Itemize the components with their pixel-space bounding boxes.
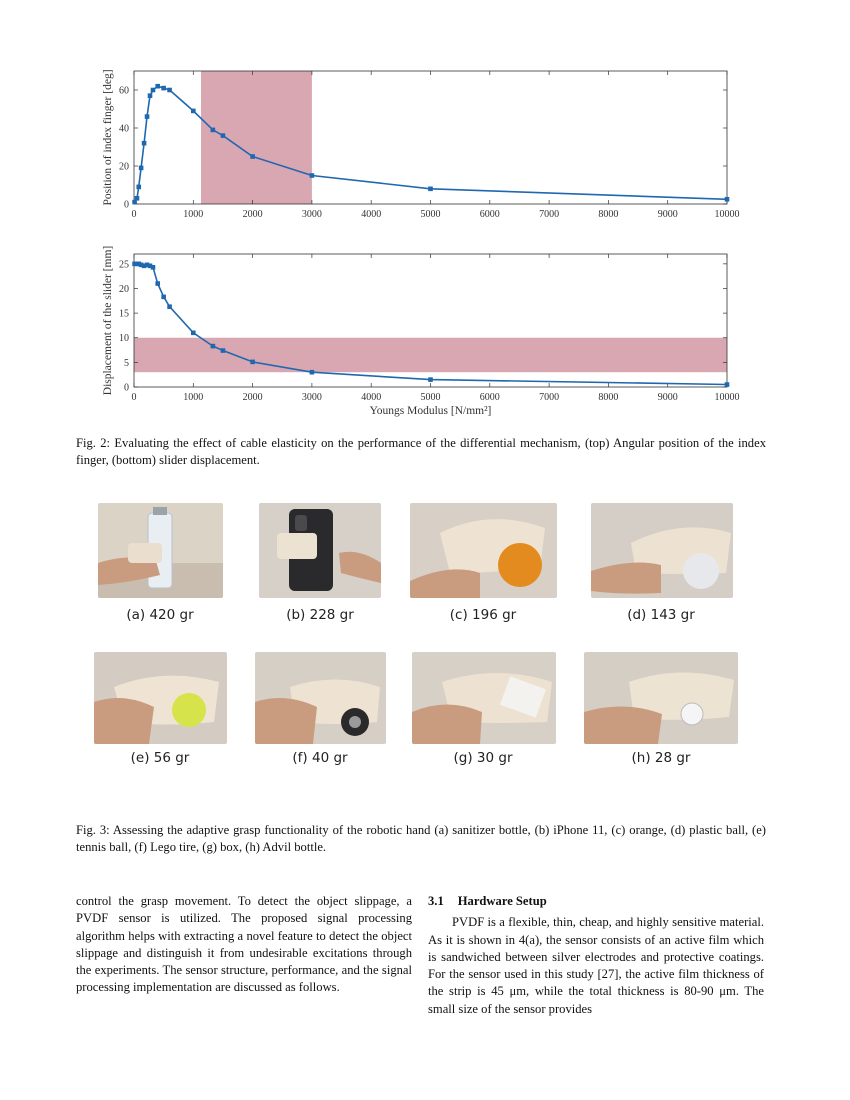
y-tick-label: 10 (119, 333, 129, 345)
y-tick-label: 15 (119, 308, 129, 320)
data-point (191, 109, 196, 114)
data-point (211, 128, 216, 133)
data-point (161, 295, 166, 300)
photo-label-b: (b) 228 gr (286, 607, 354, 623)
photo-box (412, 652, 556, 744)
y-axis-label: Position of index finger [deg] (102, 69, 114, 206)
photo-label-f: (f) 40 gr (292, 750, 348, 766)
data-point (145, 114, 150, 119)
data-point (151, 88, 156, 93)
y-tick-label: 40 (119, 123, 129, 135)
x-tick-label: 5000 (420, 209, 441, 220)
photo-iphone (259, 503, 381, 598)
data-point (250, 154, 255, 159)
data-point (135, 196, 140, 201)
data-point (428, 377, 433, 382)
data-point (211, 344, 216, 349)
x-axis-label: Youngs Modulus [N/mm²] (369, 405, 492, 417)
y-tick-label: 5 (124, 357, 129, 369)
right-column (428, 893, 764, 1018)
x-tick-label: 8000 (598, 392, 619, 403)
y-axis-label: Displacement of the slider [mm] (102, 245, 114, 396)
left-column-paragraph: control the grasp movement. To detect the object slippage, a PVDF sensor is utilized. The proposed signal processing algorithm helps with extracting a novel feature to detect the object slippage and distinguish it from undesirable excitations through the experiments. The sensor structure, performance, and the signal processing implementation are discussed as follows. (76, 894, 412, 995)
chart-index-finger-position (102, 69, 740, 220)
x-tick-label: 6000 (479, 209, 500, 220)
data-point (161, 86, 166, 91)
x-tick-label: 10000 (714, 209, 740, 220)
photo-advil-bottle (584, 652, 738, 744)
y-tick-label: 60 (119, 85, 129, 97)
data-point (310, 370, 315, 375)
photo-label-h: (h) 28 gr (631, 750, 691, 766)
y-tick-label: 20 (119, 161, 129, 173)
x-tick-label: 9000 (657, 209, 678, 220)
photo-label-a: (a) 420 gr (126, 607, 194, 623)
shaded-region (201, 71, 312, 204)
photo-tennis-ball (94, 652, 227, 744)
y-tick-label: 0 (124, 382, 129, 394)
x-tick-label: 4000 (361, 209, 382, 220)
photo-label-c: (c) 196 gr (449, 607, 517, 623)
photo-orange (410, 503, 557, 598)
x-tick-label: 7000 (539, 392, 560, 403)
x-tick-label: 4000 (361, 392, 382, 403)
photo-sanitizer-bottle (98, 503, 223, 598)
y-tick-label: 25 (119, 259, 129, 271)
data-point (221, 348, 226, 353)
data-point (221, 133, 226, 138)
data-point (148, 93, 153, 98)
data-point (250, 360, 255, 365)
photo-label-g: (g) 30 gr (453, 750, 513, 766)
fig2-caption: Fig. 2: Evaluating the effect of cable elasticity on the performance of the differential mechanism, (top) Angular position of the index finger, (bottom) slider displacement. (76, 436, 766, 467)
fig3-caption: Fig. 3: Assessing the adaptive grasp functionality of the robotic hand (a) sanitizer bottle, (b) iPhone 11, (c) orange, (d) plastic ball, (e) tennis ball, (f) Lego tire, (g) box, (h) Advil bottle. (76, 823, 766, 854)
x-tick-label: 6000 (479, 392, 500, 403)
data-point (136, 185, 141, 190)
section-heading (428, 893, 764, 910)
chart-slider-displacement (102, 246, 740, 417)
x-tick-label: 1000 (183, 392, 204, 403)
data-point (155, 84, 160, 89)
data-point (167, 88, 172, 93)
photo-label-e: (e) 56 gr (130, 750, 190, 766)
x-tick-label: 5000 (420, 392, 441, 403)
x-tick-label: 10000 (714, 392, 740, 403)
x-tick-label: 3000 (301, 209, 322, 220)
section-title: Hardware Setup (457, 894, 547, 908)
data-point (167, 304, 172, 309)
photo-plastic-ball (591, 503, 733, 598)
data-point (428, 187, 433, 192)
data-point (725, 382, 730, 387)
x-tick-label: 0 (131, 392, 137, 403)
left-column (76, 893, 412, 997)
section-number: 3.1 (428, 894, 444, 908)
shaded-region (134, 338, 727, 372)
data-point (139, 166, 144, 171)
photo-lego-tire (255, 652, 386, 744)
data-point (310, 173, 315, 178)
data-point (725, 197, 730, 202)
x-tick-label: 0 (131, 209, 137, 220)
x-tick-label: 2000 (242, 392, 263, 403)
data-point (142, 141, 147, 146)
x-tick-label: 2000 (242, 209, 263, 220)
x-tick-label: 8000 (598, 209, 619, 220)
data-point (155, 281, 160, 286)
photo-label-d: (d) 143 gr (627, 607, 695, 623)
data-point (151, 265, 156, 270)
right-column-paragraph: PVDF is a flexible, thin, cheap, and highly sensitive material. As it is shown in 4(a), the sensor consists of an active film which is sandwiched between silver electrodes and protective coatings. For the sensor used in this study [27], the active film thickness of the strip is 45 μm, while the total thickness is 80-90 μm. The small size of the sensor provides (428, 915, 764, 1016)
x-tick-label: 7000 (539, 209, 560, 220)
y-tick-label: 0 (124, 199, 129, 211)
x-tick-label: 9000 (657, 392, 678, 403)
y-tick-label: 20 (119, 283, 129, 295)
x-tick-label: 1000 (183, 209, 204, 220)
fig2-charts (0, 0, 850, 430)
x-tick-label: 3000 (301, 392, 322, 403)
data-point (191, 331, 196, 336)
